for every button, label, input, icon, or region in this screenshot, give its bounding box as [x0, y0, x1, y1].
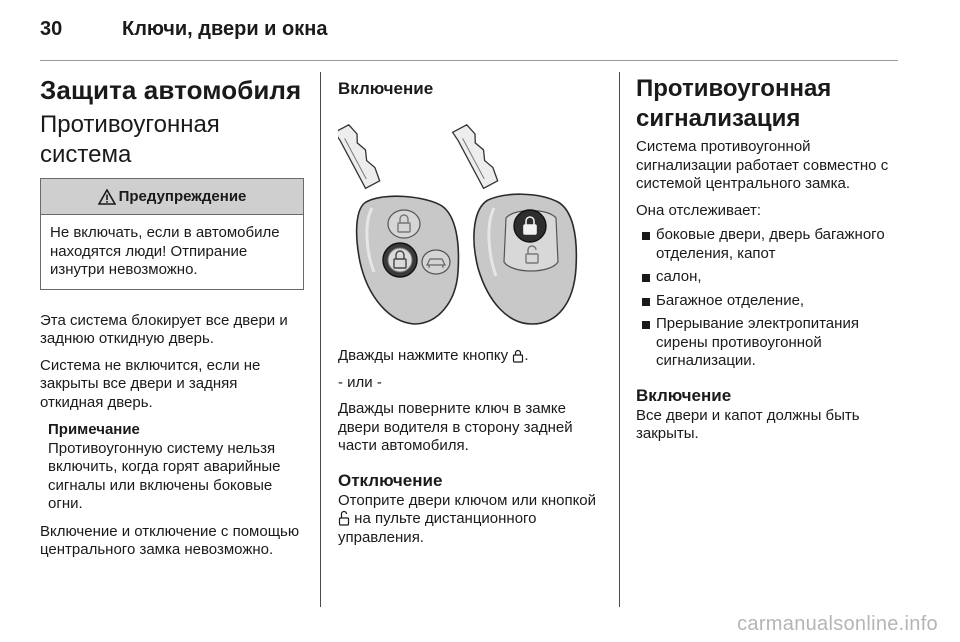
bullet-square-icon — [642, 274, 650, 282]
running-title: Ключи, двери и окна — [122, 18, 328, 40]
paragraph: Отоприте двери ключом или кнопкой на пульте дистанционного управления. — [338, 491, 597, 546]
paragraph: Дважды нажмите кнопку . — [338, 347, 529, 364]
unlock-button-icon — [338, 510, 350, 526]
heading-deactivation: Отключение — [338, 470, 443, 490]
warning-body: Не включать, если в автомобиле находятся люди! Отпирание изнутри невозможно. — [50, 224, 280, 278]
monitored-items-list — [636, 226, 902, 371]
column-divider-1 — [320, 72, 321, 607]
list-item: салон, — [636, 268, 902, 287]
page-number: 30 — [40, 18, 63, 40]
paragraph: Дважды поверните ключ в замке двери водителя в сторону задней части автомобиля. — [338, 400, 573, 454]
bullet-square-icon — [642, 232, 650, 240]
paragraph: Эта система блокирует все двери и заднюю откидную дверь. — [40, 311, 288, 347]
header-rule — [40, 60, 898, 61]
warning-box — [40, 178, 304, 290]
note-block — [40, 421, 304, 514]
page-header — [40, 18, 327, 48]
paragraph: Она отслеживает: — [636, 201, 762, 219]
watermark: carmanualsonline.info — [737, 613, 938, 635]
list-item: Багажное отделение, — [636, 292, 902, 311]
subsection-title: Противоугонная система — [40, 111, 220, 168]
list-item: боковые двери, дверь багажного отделения, капот — [636, 226, 902, 263]
left-key-blade — [338, 123, 381, 188]
warning-icon — [98, 189, 116, 205]
bullet-square-icon — [642, 298, 650, 306]
key-fob-illustration — [338, 112, 601, 334]
heading-activation: Включение — [338, 79, 434, 98]
column-3 — [636, 74, 902, 444]
list-item: Прерывание электропитания сирены противоугонной сигнализации. — [636, 315, 902, 371]
right-key-blade — [453, 123, 500, 188]
paragraph: - или - — [338, 373, 382, 391]
paragraph: Включение и отключение с помощью центрального замка невозможно. — [40, 522, 300, 558]
note-title: Примечание — [48, 421, 140, 438]
paragraph: Система противоугонной сигнализации работает совместно с системой центрального замка. — [636, 138, 889, 192]
column-2 — [338, 74, 601, 547]
paragraph: Все двери и капот должны быть закрыты. — [636, 406, 860, 442]
warning-header — [41, 179, 303, 215]
lock-button-icon — [512, 349, 524, 363]
paragraph: Система не включится, если не закрыты все двери и задняя откидная дверь. — [40, 356, 261, 411]
column-1 — [40, 74, 304, 560]
heading-activation: Включение — [636, 385, 732, 405]
note-body: Противоугонную систему нельзя включить, когда горят аварийные сигналы или включены боковые огни. — [48, 439, 281, 512]
section-title: Защита автомобиля — [40, 75, 302, 105]
warning-heading: Предупреждение — [118, 188, 247, 205]
column-divider-2 — [619, 72, 620, 607]
bullet-square-icon — [642, 321, 650, 329]
section-title: Противоугонная сигнализация — [636, 75, 832, 132]
